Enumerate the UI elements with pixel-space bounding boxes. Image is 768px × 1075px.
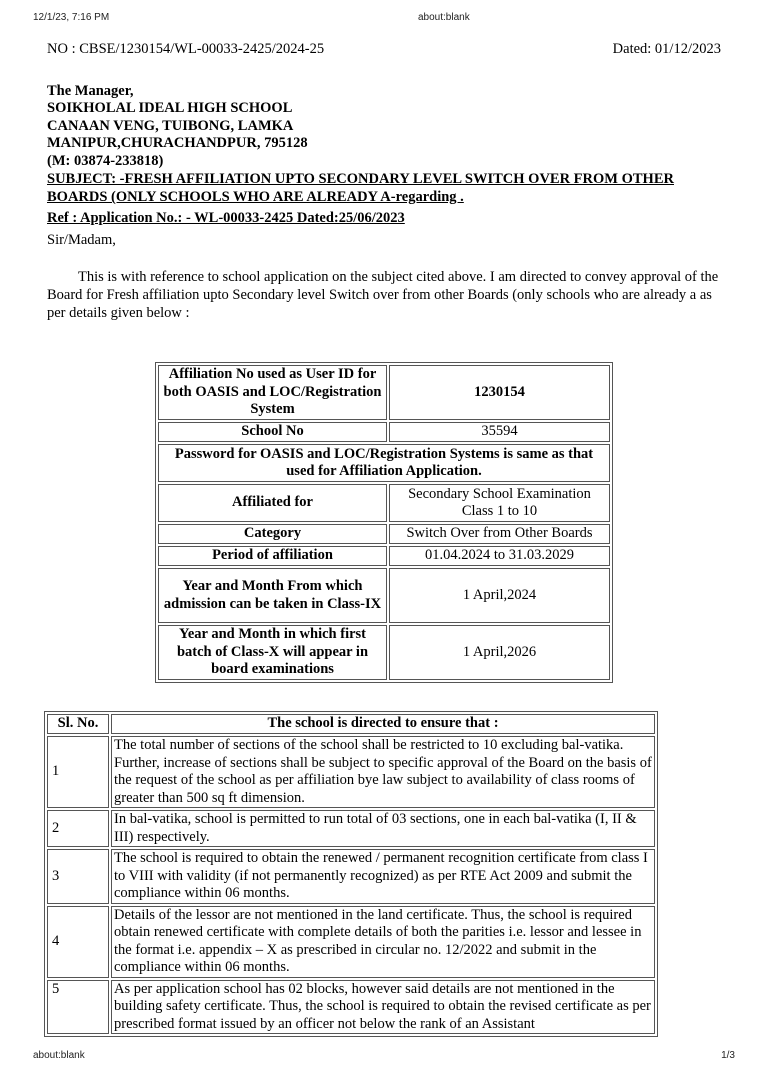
address-line: The Manager, — [47, 82, 134, 99]
affiliation-details-table — [155, 362, 613, 683]
print-page-count: 1/3 — [721, 1050, 735, 1061]
affiliation-no-value: 1230154 — [389, 365, 610, 420]
table-row — [158, 625, 610, 680]
directive-header: The school is directed to ensure that : — [111, 714, 655, 734]
table-row — [47, 980, 655, 1035]
letter-subject: SUBJECT: -FRESH AFFILIATION UPTO SECONDARY LEVEL SWITCH OVER FROM OTHER BOARDS (ONLY SCHOOLS WHO ARE ALREADY A-regarding . — [47, 171, 674, 205]
period-label: Period of affiliation — [158, 546, 387, 566]
letter-date: Dated: 01/12/2023 — [612, 41, 721, 57]
reference-line — [47, 41, 721, 59]
table-row — [158, 568, 610, 623]
category-label: Category — [158, 524, 387, 544]
print-footer-url: about:blank — [33, 1050, 85, 1061]
table-row — [158, 546, 610, 566]
school-no-label: School No — [158, 422, 387, 442]
address-line: (M: 03874-233818) — [47, 152, 164, 169]
recipient-address — [47, 83, 721, 171]
password-note: Password for OASIS and LOC/Registration Systems is same as that used for Affiliation Application. — [158, 444, 610, 482]
print-datetime: 12/1/23, 7:16 PM — [33, 12, 110, 23]
affiliated-for-line: Secondary School Examination — [408, 485, 591, 502]
letter — [47, 41, 721, 322]
affiliated-for-line: Class 1 to 10 — [461, 503, 538, 519]
serial-cell: 5 — [47, 980, 109, 1035]
directive-cell: The total number of sections of the school shall be restricted to 10 excluding bal-vatika. Further, increase of sections shall be subject to specific approval of the Board on the basis of the request of the school as per affiliation bye law subject to availability of class rooms of greater than 500 sq ft dimension. — [111, 736, 655, 808]
letter-number: NO : CBSE/1230154/WL-00033-2425/2024-25 — [47, 41, 325, 57]
directive-cell: In bal-vatika, school is permitted to run total of 03 sections, one in each bal-vatika (I, II & III) respectively. — [111, 810, 655, 847]
period-value: 01.04.2024 to 31.03.2029 — [389, 546, 610, 566]
serial-cell: 2 — [47, 810, 109, 847]
affiliation-no-label: Affiliation No used as User ID for both OASIS and LOC/Registration System — [158, 365, 387, 420]
address-line: SOIKHOLAL IDEAL HIGH SCHOOL — [47, 100, 293, 116]
table-row — [158, 484, 610, 522]
category-value: Switch Over from Other Boards — [389, 524, 610, 544]
serial-cell: 3 — [47, 849, 109, 904]
admission-value: 1 April,2024 — [389, 568, 610, 623]
directive-cell: As per application school has 02 blocks, however said details are not mentioned in the building safety certificate. Thus, the school is required to obtain the revised certificate as per prescribed format issued by an officer not below the rank of an Assistant — [111, 980, 655, 1035]
table-row — [47, 906, 655, 978]
first-batch-value: 1 April,2026 — [389, 625, 610, 680]
serial-header: Sl. No. — [47, 714, 109, 734]
print-page-title: about:blank — [418, 12, 470, 23]
directive-cell: The school is required to obtain the renewed / permanent recognition certificate from class I to VIII with validity (if not permanently recognized) as per RTE Act 2009 and submit the compliance within 06 months. — [111, 849, 655, 904]
table-row — [158, 524, 610, 544]
admission-label: Year and Month From which admission can be taken in Class-IX — [158, 568, 387, 623]
affiliated-for-value — [389, 484, 610, 522]
serial-cell: 4 — [47, 906, 109, 978]
table-header-row — [47, 714, 655, 734]
address-line: CANAAN VENG, TUIBONG, LAMKA — [47, 117, 294, 134]
table-row — [47, 736, 655, 808]
first-batch-label: Year and Month in which first batch of Class-X will appear in board examinations — [158, 625, 387, 680]
salutation: Sir/Madam, — [47, 231, 116, 248]
table-row — [158, 444, 610, 482]
address-line: MANIPUR,CHURACHANDPUR, 795128 — [47, 135, 308, 151]
directives-table — [44, 711, 658, 1037]
serial-cell: 1 — [47, 736, 109, 808]
table-row — [158, 365, 610, 420]
directive-cell: Details of the lessor are not mentioned in the land certificate. Thus, the school is required obtain renewed certificate with complete details of both the parities i.e. lessor and lessee in the format i.e. appendix – X as prescribed in circular no. 12/2022 and submit in the compliance within 06 months. — [111, 906, 655, 978]
affiliated-for-label: Affiliated for — [158, 484, 387, 522]
body-paragraph: This is with reference to school application on the subject cited above. I am directed to convey approval of the Board for Fresh affiliation upto Secondary level Switch over from other Boards (only schools who are already a as per details given below : — [47, 269, 719, 321]
table-row — [47, 849, 655, 904]
school-no-value: 35594 — [389, 422, 610, 442]
application-reference: Ref : Application No.: - WL-00033-2425 Dated:25/06/2023 — [47, 210, 405, 226]
table-row — [47, 810, 655, 847]
table-row — [158, 422, 610, 442]
